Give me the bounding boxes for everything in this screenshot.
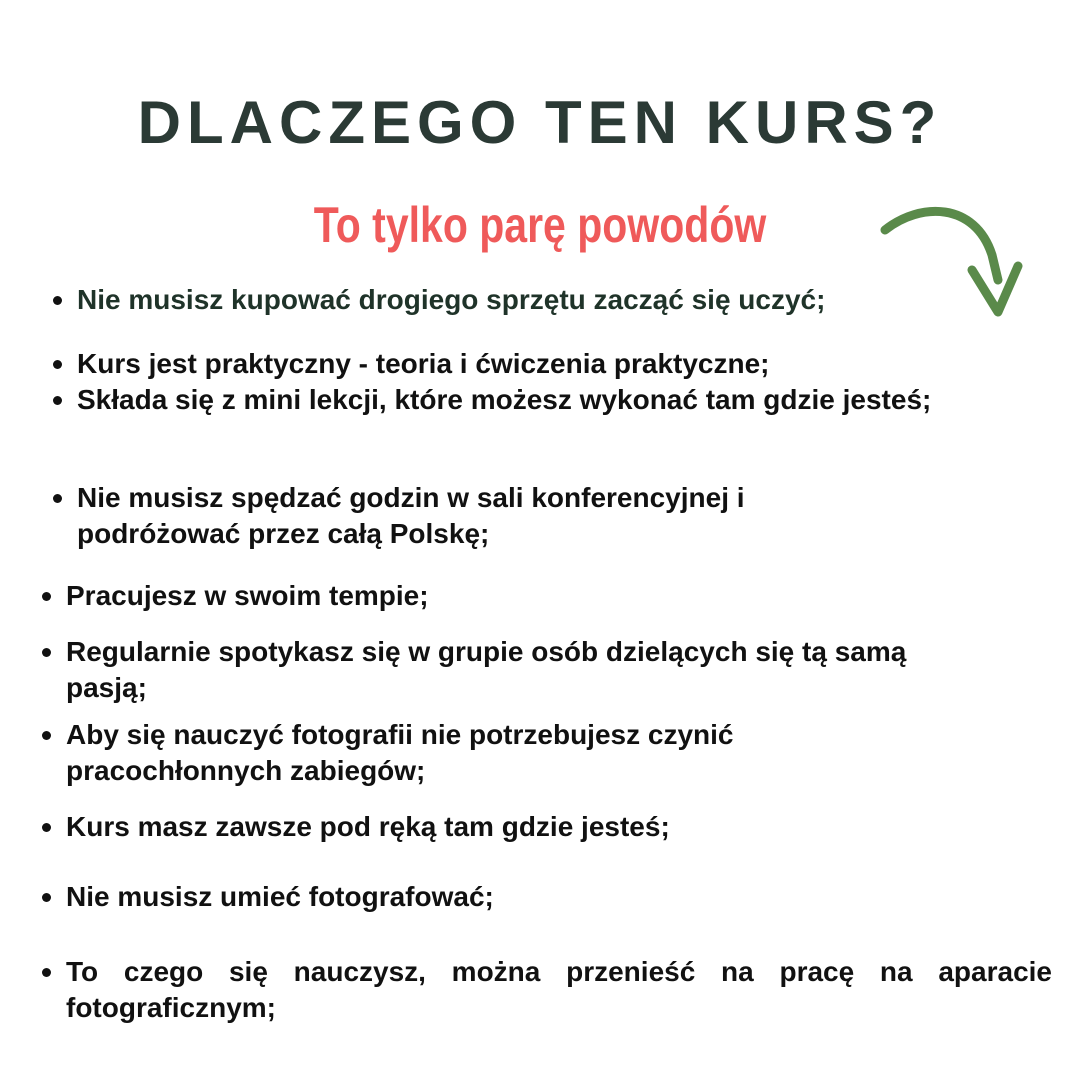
list-item-text: Kurs jest praktyczny - teoria i ćwiczenia praktyczne; [77,348,770,379]
list-item-text: To czego się nauczysz, można przenieść na pracę na aparacie fotograficznym; [66,956,1052,1023]
bullet [42,823,51,832]
list-item-text: Nie musisz spędzać godzin w sali konferencyjnej i podróżować przez całą Polskę; [77,482,745,549]
bullet [53,296,62,305]
list-item [66,879,966,915]
bullet [53,494,62,503]
list-item [66,809,966,845]
list-item [77,480,847,552]
list-item [66,578,966,614]
list-item [77,346,977,382]
list-item-text: Kurs masz zawsze pod ręką tam gdzie jesteś; [66,811,670,842]
list-item [66,634,936,706]
list-item-text: Pracujesz w swoim tempie; [66,580,429,611]
bullet [53,396,62,405]
list-item [77,282,977,318]
page-title: DLACZEGO TEN KURS? [137,89,943,156]
bullet [42,893,51,902]
list-item-text: Nie musisz kupować drogiego sprzętu zacząć się uczyć; [77,284,826,315]
list-item-text: Regularnie spotykasz się w grupie osób dzielących się tą samą pasją; [66,636,907,703]
bullet [42,592,51,601]
bullet [42,968,51,977]
list-item-text: Składa się z mini lekcji, które możesz wykonać tam gdzie jesteś; [77,384,932,415]
bullet [53,360,62,369]
list-item [77,382,947,418]
bullet [42,731,51,740]
list-item [66,717,836,789]
bullet [42,648,51,657]
list-item-text: Aby się nauczyć fotografii nie potrzebujesz czynić pracochłonnych zabiegów; [66,719,734,786]
list-item [66,954,1052,1026]
list-item-text: Nie musisz umieć fotografować; [66,881,494,912]
subtitle: To tylko parę powodów [313,197,767,253]
